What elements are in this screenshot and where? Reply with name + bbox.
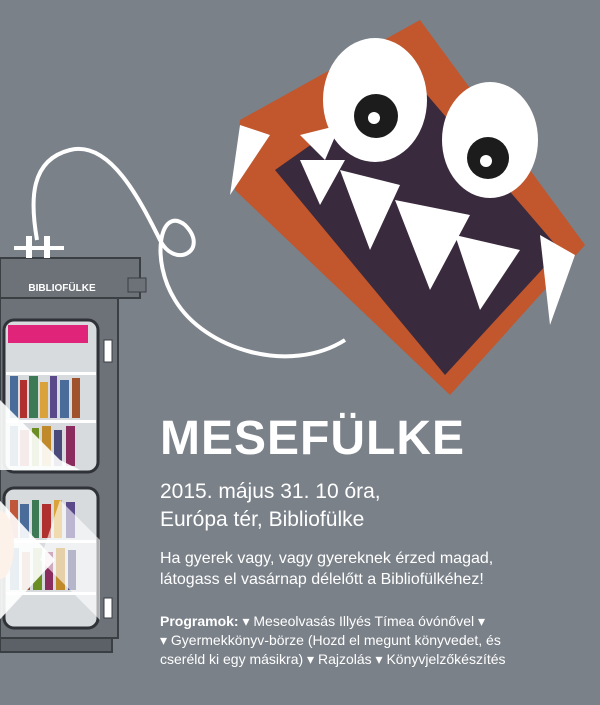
bibliofulke-booth-icon <box>0 236 146 652</box>
event-date-location <box>160 478 381 534</box>
intro-line-2: látogass el vasárnap délelőtt a Bibliofülkéhez! <box>160 571 484 588</box>
programs-label: Programok: <box>160 613 239 629</box>
event-location: Európa tér, Bibliofülke <box>160 508 365 531</box>
program-list <box>160 612 590 669</box>
program-line-1 <box>160 612 590 631</box>
booth-sign: BIBLIOFÜLKE <box>28 283 96 294</box>
intro-line-1: Ha gyerek vagy, vagy gyereknek érzed magad, <box>160 550 494 567</box>
event-intro <box>160 548 493 590</box>
program-item-storytelling: ▾ Meseolvasás Illyés Tímea óvónővel ▾ <box>238 613 486 629</box>
program-line-2: ▾ Gyermekkönyv-börze (Hozd el megunt könyvedet, és <box>160 632 501 648</box>
event-date: 2015. május 31. 10 óra, <box>160 480 381 503</box>
monster-icon <box>230 20 585 395</box>
event-title: MESEFÜLKE <box>160 412 466 465</box>
program-line-3: cseréld ki egy másikra) ▾ Rajzolás ▾ Könyvjelzőkészítés <box>160 651 506 667</box>
